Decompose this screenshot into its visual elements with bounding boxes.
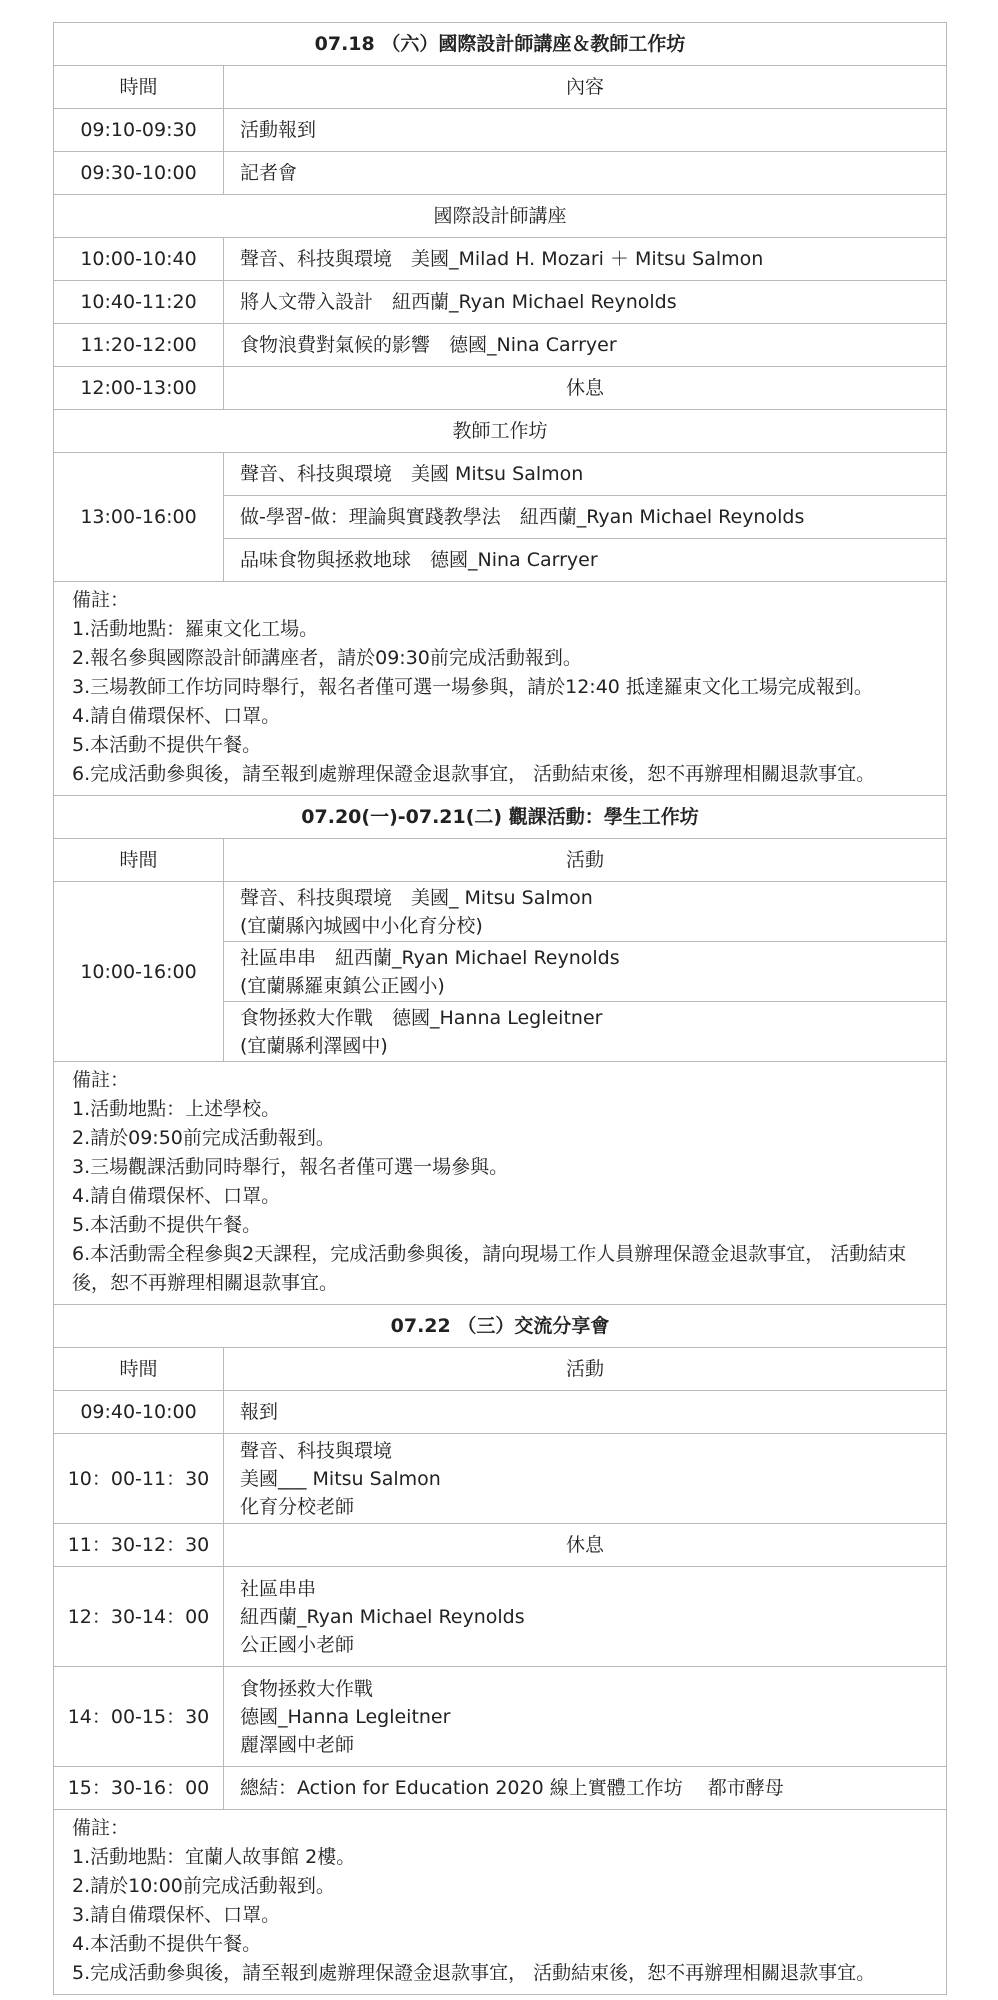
note-line: 3.三場觀課活動同時舉行，報名者僅可選一場參與。 [72, 1156, 509, 1178]
note-line: 6.完成活動參與後，請至報到處辦理保證金退款事宜， 活動結束後，恕不再辦理相關退款事宜。 [72, 763, 876, 785]
day3-session-time: 14：00-15：30 [54, 1667, 224, 1767]
day3-session-line: 麗澤國中老師 [240, 1733, 355, 1756]
day2-item-line: (宜蘭縣利澤國中) [240, 1034, 388, 1057]
day1-workshop-time: 13:00-16:00 [54, 453, 224, 582]
day3-break-time: 11：30-12：30 [54, 1524, 224, 1567]
day2-title: 07.20(一)-07.21(二) 觀課活動：學生工作坊 [54, 796, 947, 839]
day3-session [224, 1434, 947, 1524]
day1-break-content: 休息 [224, 367, 947, 410]
day1-checkin-time: 09:10-09:30 [54, 109, 224, 152]
day3-session-line: 化育分校老師 [240, 1495, 355, 1518]
day3-session-line: 聲音、科技與環境 [240, 1439, 393, 1462]
note-line: 4.請自備環保杯、口罩。 [72, 705, 281, 727]
day1-press-content: 記者會 [224, 152, 947, 195]
day3-session [224, 1667, 947, 1767]
schedule-table [53, 22, 947, 1995]
note-line: 1.活動地點：宜蘭人故事館 2樓。 [72, 1846, 356, 1868]
note-line: 備註： [72, 1817, 130, 1839]
note-line: 1.活動地點：上述學校。 [72, 1098, 281, 1120]
day2-item [224, 1002, 947, 1062]
note-line: 備註： [72, 589, 130, 611]
day1-title: 07.18 （六）國際設計師講座＆教師工作坊 [54, 23, 947, 66]
note-line: 3.三場教師工作坊同時舉行，報名者僅可選一場參與，請於12:40 抵達羅東文化工場完成報到。 [72, 676, 873, 698]
day1-lecture-content: 將人文帶入設計 紐西蘭_Ryan Michael Reynolds [224, 281, 947, 324]
day1-workshop-item: 聲音、科技與環境 美國 Mitsu Salmon [224, 453, 947, 496]
day2-header-content: 活動 [224, 839, 947, 882]
day2-notes [54, 1062, 947, 1305]
day2-header-time: 時間 [54, 839, 224, 882]
day1-lecture-time: 10:40-11:20 [54, 281, 224, 324]
day1-workshop-item: 品味食物與拯救地球 德國_Nina Carryer [224, 539, 947, 582]
day3-session [224, 1567, 947, 1667]
day2-item [224, 942, 947, 1002]
day3-checkin-content: 報到 [224, 1391, 947, 1434]
day3-session-time: 12：30-14：00 [54, 1567, 224, 1667]
note-line: 4.本活動不提供午餐。 [72, 1933, 262, 1955]
day2-item-line: (宜蘭縣內城國中小化育分校) [240, 914, 483, 937]
day3-title: 07.22 （三）交流分享會 [54, 1305, 947, 1348]
day3-session-line: 美國___ Mitsu Salmon [240, 1467, 441, 1490]
day1-header-time: 時間 [54, 66, 224, 109]
day3-session-line: 紐西蘭_Ryan Michael Reynolds [240, 1605, 525, 1628]
day2-item-line: 食物拯救大作戰 德國_Hanna Legleitner [240, 1006, 603, 1029]
day3-session-line: 德國_Hanna Legleitner [240, 1705, 451, 1728]
day1-lecture-content: 聲音、科技與環境 美國_Milad H. Mozari ＋ Mitsu Salmon [224, 238, 947, 281]
day1-header-content: 內容 [224, 66, 947, 109]
day1-lecture-time: 10:00-10:40 [54, 238, 224, 281]
day1-lecture-content: 食物浪費對氣候的影響 德國_Nina Carryer [224, 324, 947, 367]
day3-closing-content: 總結：Action for Education 2020 線上實體工作坊 都市酵母 [224, 1767, 947, 1810]
note-line: 5.本活動不提供午餐。 [72, 734, 262, 756]
day3-session-line: 公正國小老師 [240, 1633, 355, 1656]
day1-workshop-item: 做-學習-做：理論與實踐教學法 紐西蘭_Ryan Michael Reynolds [224, 496, 947, 539]
note-line: 5.完成活動參與後，請至報到處辦理保證金退款事宜， 活動結束後，恕不再辦理相關退款事宜。 [72, 1962, 876, 1984]
day1-lecture-time: 11:20-12:00 [54, 324, 224, 367]
note-line: 2.請於09:50前完成活動報到。 [72, 1127, 335, 1149]
day3-checkin-time: 09:40-10:00 [54, 1391, 224, 1434]
note-line: 3.請自備環保杯、口罩。 [72, 1904, 281, 1926]
day2-time: 10:00-16:00 [54, 882, 224, 1062]
day3-notes [54, 1810, 947, 1995]
day2-item-line: 聲音、科技與環境 美國_ Mitsu Salmon [240, 886, 593, 909]
day3-session-line: 社區串串 [240, 1577, 317, 1600]
day1-section-lectures: 國際設計師講座 [54, 195, 947, 238]
day1-checkin-content: 活動報到 [224, 109, 947, 152]
note-line: 5.本活動不提供午餐。 [72, 1214, 262, 1236]
day1-section-workshop: 教師工作坊 [54, 410, 947, 453]
day2-item-line: (宜蘭縣羅東鎮公正國小) [240, 974, 445, 997]
day3-session-time: 10：00-11：30 [54, 1434, 224, 1524]
note-line: 備註： [72, 1069, 130, 1091]
note-line: 2.報名參與國際設計師講座者，請於09:30前完成活動報到。 [72, 647, 582, 669]
note-line: 6.本活動需全程參與2天課程，完成活動參與後，請向現場工作人員辦理保證金退款事宜， 活動結束後，恕不再辦理相關退款事宜。 [72, 1243, 907, 1294]
day2-item [224, 882, 947, 942]
day2-item-line: 社區串串 紐西蘭_Ryan Michael Reynolds [240, 946, 620, 969]
day3-closing-time: 15：30-16：00 [54, 1767, 224, 1810]
day3-header-content: 活動 [224, 1348, 947, 1391]
day3-session-line: 食物拯救大作戰 [240, 1677, 374, 1700]
day3-break-content: 休息 [224, 1524, 947, 1567]
note-line: 4.請自備環保杯、口罩。 [72, 1185, 281, 1207]
note-line: 2.請於10:00前完成活動報到。 [72, 1875, 335, 1897]
note-line: 1.活動地點：羅東文化工場。 [72, 618, 319, 640]
day1-press-time: 09:30-10:00 [54, 152, 224, 195]
day1-notes [54, 582, 947, 796]
day1-break-time: 12:00-13:00 [54, 367, 224, 410]
day3-header-time: 時間 [54, 1348, 224, 1391]
